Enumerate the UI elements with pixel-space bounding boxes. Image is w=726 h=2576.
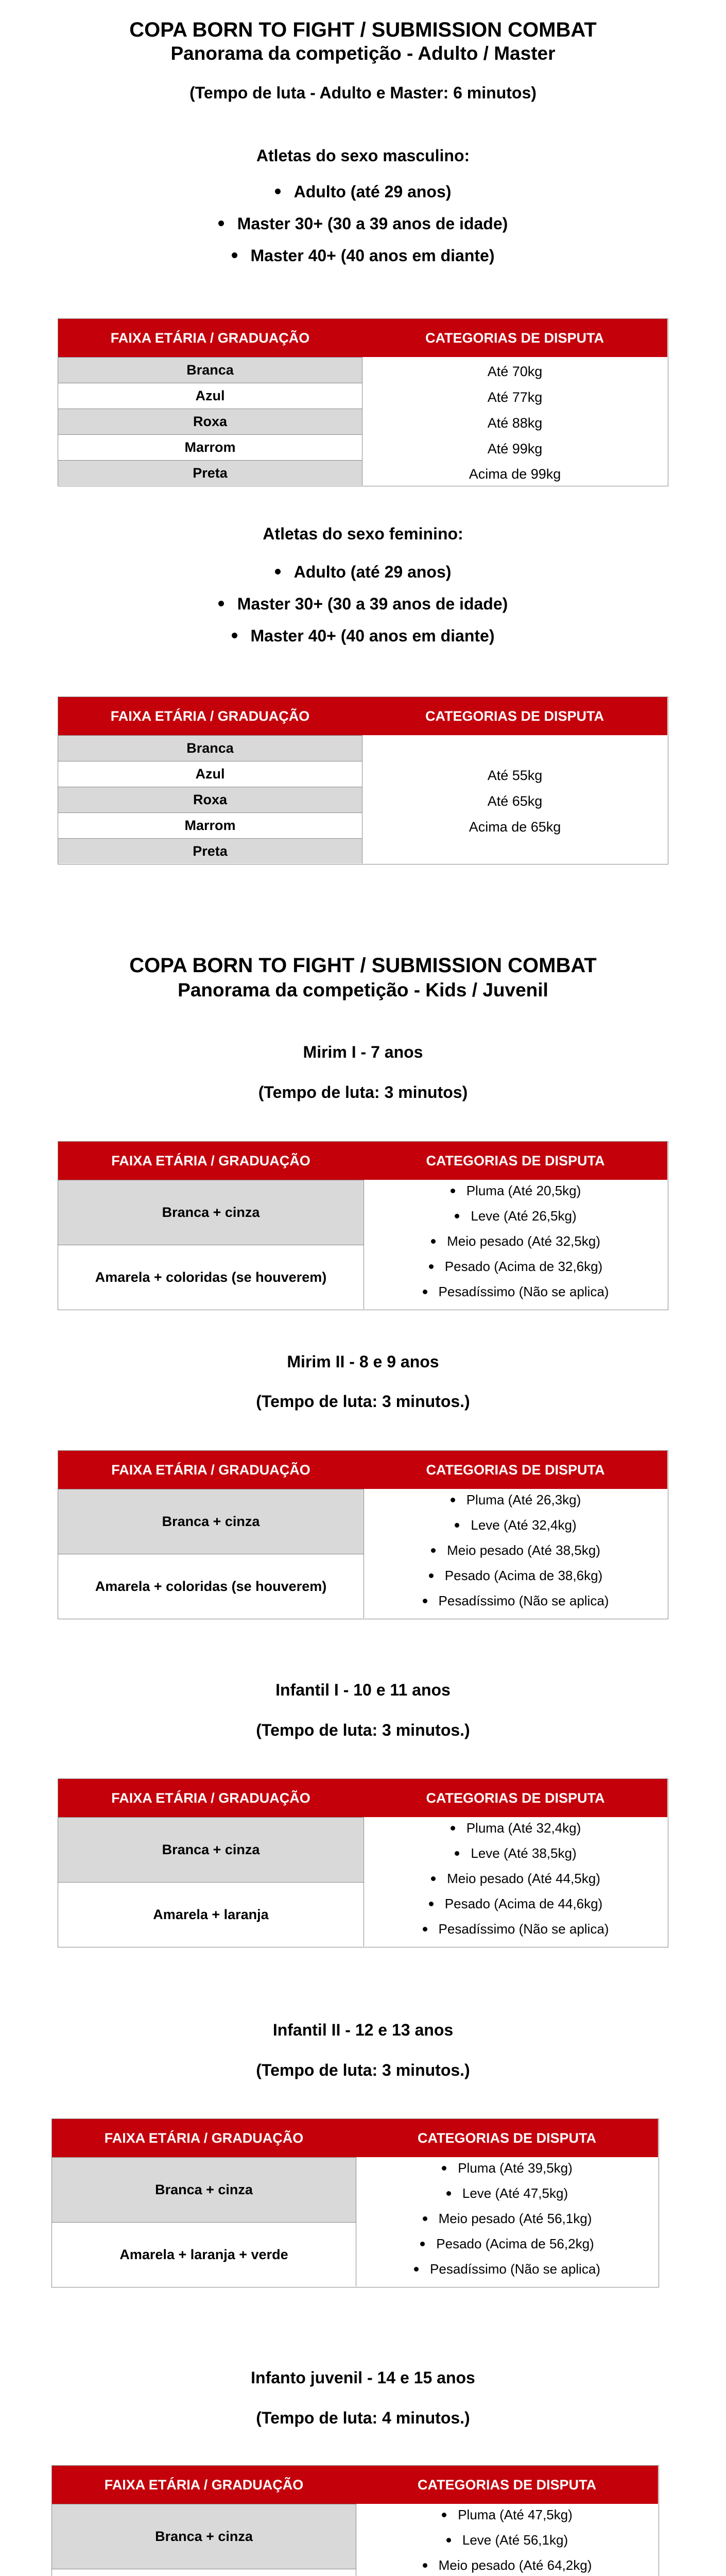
- bullet-icon: [429, 1264, 434, 1269]
- column-header-categories: CATEGORIAS DE DISPUTA: [425, 708, 604, 724]
- table-header: [58, 319, 667, 357]
- bullet-icon: [451, 1498, 455, 1502]
- category-item: Pesado (Acima de 38,6kg): [364, 1568, 667, 1584]
- male-table: [58, 318, 668, 486]
- female-heading: Atletas do sexo feminino:: [263, 524, 463, 543]
- group-row: Branca + cinza: [52, 2504, 356, 2569]
- category-item: Leve (Até 47,5kg): [356, 2185, 658, 2201]
- male-bullet-list: [0, 181, 726, 277]
- column-header-categories: CATEGORIAS DE DISPUTA: [426, 1790, 605, 1806]
- belt-row: Roxa: [58, 787, 362, 812]
- column-header-belt: FAIXA ETÁRIA / GRADUAÇÃO: [111, 1153, 310, 1168]
- bullet-icon: [431, 1239, 436, 1244]
- bullet-icon: [455, 1851, 459, 1856]
- column-header-belt: FAIXA ETÁRIA / GRADUAÇÃO: [104, 2130, 304, 2146]
- belt-row: Roxa: [58, 409, 362, 434]
- category-item: Leve (Até 38,5kg): [364, 1845, 667, 1861]
- kids-table: [58, 1450, 668, 1619]
- category-item: Até 99kg: [487, 441, 543, 456]
- belt-row: Preta: [58, 460, 362, 485]
- category-item: Até 88kg: [487, 415, 543, 431]
- column-header-categories: CATEGORIAS DE DISPUTA: [425, 330, 604, 346]
- category-item: Pesado (Acima de 56,2kg): [356, 2236, 658, 2252]
- belt-row: Marrom: [58, 434, 362, 460]
- group-row: Branca + cinza: [58, 1489, 364, 1554]
- category-item: Até 77kg: [487, 389, 543, 405]
- category-item: Meio pesado (Até 32,5kg): [364, 1233, 667, 1249]
- section-heading: Mirim I - 7 anos: [303, 1043, 423, 1061]
- table-header: [58, 1451, 667, 1489]
- table-header: [58, 697, 667, 735]
- category-item: Pesadíssimo (Não se aplica): [364, 1921, 667, 1937]
- list-item: Master 40+ (40 anos em diante): [0, 625, 726, 657]
- table-header: [52, 2119, 658, 2157]
- section-time: (Tempo de luta: 3 minutos.): [256, 1392, 470, 1411]
- category-item: Acima de 99kg: [469, 466, 561, 482]
- list-item: Master 30+ (30 a 39 anos de idade): [0, 213, 726, 245]
- bullet-icon: [423, 2216, 427, 2221]
- bullet-icon: [232, 252, 237, 258]
- category-item: Pluma (Até 32,4kg): [364, 1820, 667, 1836]
- group-row: Amarela + laranja + verde: [52, 2222, 356, 2286]
- categories-cell: [364, 1180, 667, 1309]
- category-item: Pesadíssimo (Não se aplica): [364, 1593, 667, 1609]
- group-row: Amarela + coloridas (se houverem): [58, 1245, 364, 1309]
- section-time: (Tempo de luta: 4 minutos.): [256, 2409, 470, 2427]
- category-item: Meio pesado (Até 38,5kg): [364, 1543, 667, 1558]
- category-item: Pluma (Até 39,5kg): [356, 2160, 658, 2176]
- column-header-belt: FAIXA ETÁRIA / GRADUAÇÃO: [110, 330, 310, 346]
- category-item: Pesadíssimo (Não se aplica): [356, 2261, 658, 2277]
- belt-row: Preta: [58, 838, 362, 863]
- bullet-icon: [451, 1826, 455, 1831]
- kids-title: COPA BORN TO FIGHT / SUBMISSION COMBAT: [129, 954, 597, 977]
- group-row: Amarela + coloridas (se houverem): [58, 1554, 364, 1618]
- belt-row: Marrom: [58, 812, 362, 838]
- list-item: Adulto (até 29 anos): [0, 181, 726, 213]
- section-heading: Infanto juvenil - 14 e 15 anos: [251, 2368, 475, 2387]
- female-bullet-list: [0, 562, 726, 657]
- bullet-icon: [218, 601, 224, 606]
- category-item: Até 70kg: [487, 364, 543, 379]
- bullet-icon: [442, 2166, 446, 2171]
- bullet-icon: [420, 2242, 425, 2246]
- categories-cell: [356, 2504, 658, 2576]
- category-item: Pesado (Acima de 32,6kg): [364, 1259, 667, 1275]
- belt-row: Azul: [58, 383, 362, 409]
- group-row: [52, 2569, 356, 2576]
- bullet-icon: [275, 569, 281, 574]
- category-item: Leve (Até 26,5kg): [364, 1208, 667, 1224]
- categories-cell: [364, 1817, 667, 1946]
- column-header-belt: FAIXA ETÁRIA / GRADUAÇÃO: [111, 1462, 310, 1478]
- section-time: (Tempo de luta: 3 minutos.): [256, 2061, 470, 2079]
- column-header-categories: CATEGORIAS DE DISPUTA: [426, 1153, 605, 1168]
- category-item: Meio pesado (Até 44,5kg): [364, 1871, 667, 1887]
- kids-table: [58, 1141, 668, 1310]
- bullet-icon: [446, 2538, 451, 2543]
- bullet-icon: [442, 2513, 446, 2517]
- category-item: Pluma (Até 20,5kg): [364, 1183, 667, 1199]
- male-heading: Atletas do sexo masculino:: [256, 146, 470, 165]
- bullet-icon: [455, 1214, 459, 1218]
- bullet-icon: [451, 1189, 455, 1193]
- column-header-belt: FAIXA ETÁRIA / GRADUAÇÃO: [110, 708, 310, 724]
- table-header: [52, 2466, 658, 2504]
- bullet-icon: [431, 1548, 436, 1553]
- bullet-icon: [423, 2563, 427, 2568]
- bullet-icon: [423, 1927, 427, 1931]
- bullet-icon: [423, 1290, 427, 1294]
- list-item: Master 40+ (40 anos em diante): [0, 245, 726, 277]
- category-item: Pluma (Até 47,5kg): [356, 2507, 658, 2523]
- bullet-icon: [232, 633, 237, 638]
- column-header-belt: FAIXA ETÁRIA / GRADUAÇÃO: [111, 1790, 310, 1806]
- list-item: Master 30+ (30 a 39 anos de idade): [0, 594, 726, 625]
- kids-table: [51, 2119, 659, 2287]
- belt-row: Branca: [58, 357, 362, 383]
- category-item: Pesadíssimo (Não se aplica): [364, 1284, 667, 1300]
- table-header: [58, 1142, 667, 1180]
- categories-cell: [364, 1489, 667, 1618]
- belt-row: Azul: [58, 761, 362, 787]
- kids-table: [51, 2465, 659, 2576]
- column-header-belt: FAIXA ETÁRIA / GRADUAÇÃO: [104, 2477, 304, 2493]
- group-row: Branca + cinza: [58, 1180, 364, 1245]
- categories-cell: [362, 735, 667, 863]
- group-row: Branca + cinza: [58, 1817, 364, 1882]
- column-header-categories: CATEGORIAS DE DISPUTA: [426, 1462, 605, 1478]
- categories-cell: [362, 357, 667, 485]
- column-header-categories: CATEGORIAS DE DISPUTA: [417, 2130, 597, 2146]
- bullet-icon: [218, 221, 224, 226]
- bullet-icon: [429, 1573, 434, 1578]
- adult-subtitle: Panorama da competição - Adulto / Master: [170, 43, 556, 64]
- bullet-icon: [431, 1876, 436, 1881]
- adult-title: COPA BORN TO FIGHT / SUBMISSION COMBAT: [129, 19, 597, 41]
- list-item: Adulto (até 29 anos): [0, 562, 726, 594]
- category-item: Até 55kg: [487, 768, 543, 783]
- kids-subtitle: Panorama da competição - Kids / Juvenil: [178, 979, 548, 1001]
- belt-row: Branca: [58, 735, 362, 761]
- category-item: Meio pesado (Até 56,1kg): [356, 2211, 658, 2227]
- section-heading: Infantil I - 10 e 11 anos: [275, 1681, 451, 1699]
- adult-time-note: (Tempo de luta - Adulto e Master: 6 minutos): [189, 83, 537, 102]
- bullet-icon: [446, 2191, 451, 2196]
- category-item: Leve (Até 56,1kg): [356, 2532, 658, 2548]
- kids-table: [58, 1778, 668, 1947]
- bullet-icon: [429, 1902, 434, 1906]
- category-item: Acima de 65kg: [469, 819, 561, 835]
- column-header-categories: CATEGORIAS DE DISPUTA: [417, 2477, 597, 2493]
- categories-cell: [356, 2157, 658, 2286]
- category-item: Meio pesado (Até 64,2kg): [356, 2557, 658, 2573]
- group-row: Amarela + laranja: [58, 1882, 364, 1946]
- section-time: (Tempo de luta: 3 minutos): [258, 1083, 468, 1101]
- category-item: Pluma (Até 26,3kg): [364, 1492, 667, 1508]
- category-item: Até 65kg: [487, 793, 543, 809]
- section-time: (Tempo de luta: 3 minutos.): [256, 1721, 470, 1739]
- group-row: Branca + cinza: [52, 2157, 356, 2222]
- bullet-icon: [414, 2267, 419, 2272]
- section-heading: Mirim II - 8 e 9 anos: [287, 1352, 439, 1371]
- section-heading: Infantil II - 12 e 13 anos: [272, 2021, 454, 2039]
- bullet-icon: [275, 189, 281, 194]
- category-item: Pesado (Acima de 44,6kg): [364, 1896, 667, 1912]
- table-header: [58, 1779, 667, 1817]
- female-table: [58, 697, 668, 865]
- bullet-icon: [423, 1599, 427, 1603]
- bullet-icon: [455, 1523, 459, 1528]
- category-item: Leve (Até 32,4kg): [364, 1517, 667, 1533]
